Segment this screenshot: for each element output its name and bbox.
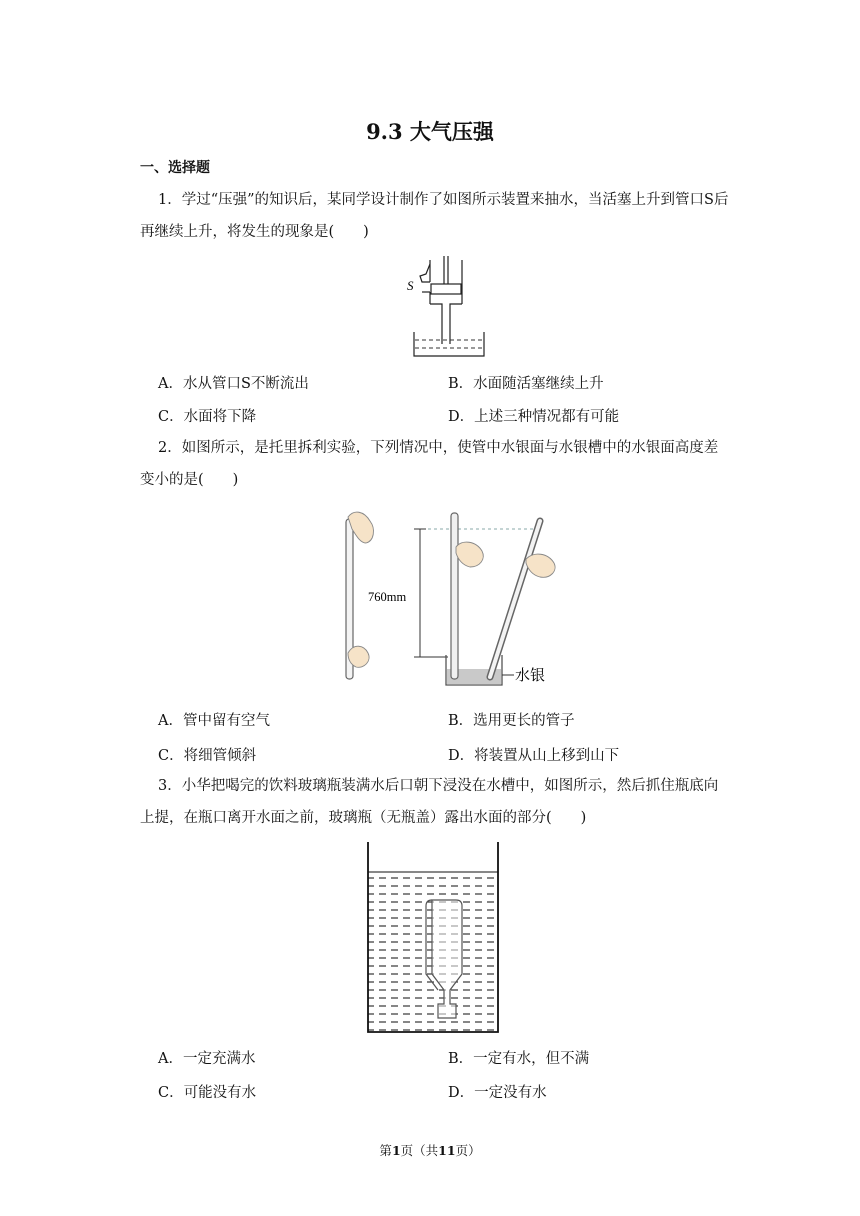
pump-figure bbox=[400, 256, 500, 362]
mercury-label: 水银 bbox=[515, 668, 546, 684]
q2-option-a: A．管中留有空气 bbox=[158, 713, 270, 729]
q3-option-b: B．一定有水，但不满 bbox=[448, 1051, 590, 1067]
torricelli-figure bbox=[330, 505, 560, 695]
q2-option-b: B．选用更长的管子 bbox=[448, 713, 575, 729]
question-2-stem: 2．如图所示，是托里拆利实验，下列情况中，使管中水银面与水银槽中的水银面高度差变小的是( ) bbox=[140, 440, 719, 488]
footer-prefix: 第 bbox=[379, 1143, 392, 1158]
q3-option-c: C．可能没有水 bbox=[158, 1085, 257, 1101]
q3-option-a: A．一定充满水 bbox=[158, 1051, 256, 1067]
q2-option-d: D．将装置从山上移到山下 bbox=[448, 748, 620, 764]
question-1-stem: 1．学过“压强”的知识后，某同学设计制作了如图所示装置来抽水，当活塞上升到管口S后再继续上升，将发生的现象是( ) bbox=[140, 192, 729, 240]
height-label: 760mm bbox=[368, 590, 407, 604]
footer-total-pages: 11 bbox=[438, 1143, 456, 1158]
footer-suffix: 页） bbox=[455, 1143, 481, 1158]
q1-option-d: D．上述三种情况都有可能 bbox=[448, 409, 620, 425]
section-heading: 一、选择题 bbox=[140, 160, 210, 176]
footer-mid: 页（共 bbox=[400, 1143, 439, 1158]
bottle-tank-figure bbox=[366, 842, 500, 1036]
q1-option-c: C．水面将下降 bbox=[158, 409, 257, 425]
question-3-stem: 3．小华把喝完的饮料玻璃瓶装满水后口朝下浸没在水槽中，如图所示，然后抓住瓶底向上提，在瓶口离开水面之前，玻璃瓶（无瓶盖）露出水面的部分( ) bbox=[140, 778, 719, 826]
q3-option-d: D．一定没有水 bbox=[448, 1085, 547, 1101]
q2-option-c: C．将细管倾斜 bbox=[158, 748, 257, 764]
page-footer bbox=[0, 1141, 860, 1159]
pump-label-s: S bbox=[407, 278, 414, 293]
q1-option-b: B．水面随活塞继续上升 bbox=[448, 376, 604, 392]
page-title: 9.3 大气压强 bbox=[366, 119, 494, 144]
footer-page-number: 1 bbox=[391, 1143, 401, 1158]
q1-option-a: A．水从管口S不断流出 bbox=[158, 376, 309, 392]
